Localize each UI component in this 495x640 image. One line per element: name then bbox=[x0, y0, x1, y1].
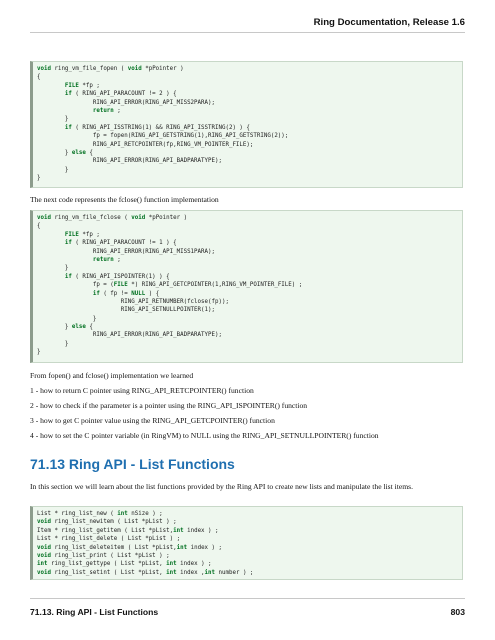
code-line: FILE *fp ; bbox=[64, 231, 100, 238]
code-line: List * ring_list_new ( int nSize ) ; bbox=[37, 511, 163, 517]
code-line: RING_API_ERROR(RING_API_MISS2PARA); bbox=[37, 99, 215, 106]
code-line: if ( RING_API_PARACOUNT != 2 ) { bbox=[64, 91, 177, 98]
code-block-fopen bbox=[30, 61, 463, 188]
code-line: return ; bbox=[92, 256, 121, 263]
code-line: } else { bbox=[37, 149, 93, 156]
code-block-list-functions bbox=[30, 506, 463, 580]
code-line: FILE *fp ; bbox=[64, 82, 100, 89]
list-item-3: 3 - how to get C pointer value using the RING_API_GETCPOINTER() function bbox=[30, 416, 275, 425]
running-header bbox=[0, 0, 495, 36]
code-line: Item * ring_list_getitem ( List *pList,int index ) ; bbox=[37, 527, 219, 534]
code-line: int ring_list_gettype ( List *pList, int index ) ; bbox=[37, 561, 212, 568]
list-item-4: 4 - how to set the C pointer variable (in RingVM) to NULL using the RING_API_SETNULLPOINTER() function bbox=[30, 431, 379, 440]
code-line: } bbox=[37, 340, 69, 347]
code-line: { bbox=[37, 74, 41, 81]
code-line: void ring_list_setint ( List *pList, int index ,int number ) ; bbox=[37, 569, 254, 576]
code-line: } bbox=[37, 116, 69, 123]
code-line: } bbox=[37, 315, 97, 322]
code-line: RING_API_ERROR(RING_API_MISS1PARA); bbox=[37, 248, 215, 255]
code-line: void ring_list_print ( List *pList ) ; bbox=[37, 552, 170, 559]
code-block-fclose bbox=[30, 210, 463, 363]
code-line: if ( RING_API_ISPOINTER(1) ) { bbox=[64, 273, 170, 280]
code-line: void ring_vm_file_fclose ( void *pPointer ) bbox=[37, 215, 188, 221]
code-line: RING_API_ERROR(RING_API_BADPARATYPE); bbox=[37, 332, 222, 339]
code-line: RING_API_SETNULLPOINTER(1); bbox=[37, 307, 215, 314]
code-line: if ( fp != NULL ) { bbox=[92, 290, 160, 297]
code-line: void ring_list_newitem ( List *pList ) ; bbox=[37, 519, 177, 526]
footer-section-label: 71.13. Ring API - List Functions bbox=[30, 607, 159, 617]
page-footer bbox=[30, 598, 465, 619]
code-line: if ( RING_API_PARACOUNT != 1 ) { bbox=[64, 240, 177, 247]
code-line: } else { bbox=[37, 324, 93, 331]
code-line: if ( RING_API_ISSTRING(1) && RING_API_ISSTRING(2) ) { bbox=[64, 124, 250, 131]
code-line: { bbox=[37, 223, 41, 230]
code-line: fp = fopen(RING_API_GETSTRING(1),RING_API_GETSTRING(2)); bbox=[37, 133, 289, 140]
code-line: return ; bbox=[92, 107, 121, 114]
page-number: 803 bbox=[450, 607, 465, 617]
code-line: RING_API_ERROR(RING_API_BADPARATYPE); bbox=[37, 158, 222, 165]
code-line: } bbox=[37, 349, 41, 356]
section-heading: 71.13 Ring API - List Functions bbox=[30, 456, 235, 472]
header-rule bbox=[30, 32, 465, 33]
code-line: fp = (FILE *) RING_API_GETCPOINTER(1,RING_VM_POINTER_FILE) ; bbox=[37, 282, 303, 289]
list-item-2: 2 - how to check if the parameter is a pointer using the RING_API_ISPOINTER() function bbox=[30, 401, 308, 410]
code-line: } bbox=[37, 166, 69, 173]
code-line: void ring_list_deleteitem ( List *pList,int index ) ; bbox=[37, 544, 223, 551]
document-title: Ring Documentation, Release 1.6 bbox=[313, 17, 465, 28]
paragraph-list-intro: In this section we will learn about the list functions provided by the Ring API to create new lists and manipulate the list items. bbox=[30, 482, 413, 491]
code-line: List * ring_list_delete ( List *pList ) ; bbox=[37, 536, 181, 543]
paragraph-fclose-intro: The next code represents the fclose() function implementation bbox=[30, 195, 219, 204]
code-line: } bbox=[37, 265, 69, 272]
code-line: RING_API_RETCPOINTER(fp,RING_VM_POINTER_FILE); bbox=[37, 141, 254, 148]
list-item-1: 1 - how to return C pointer using RING_API_RETCPOINTER() function bbox=[30, 386, 254, 395]
code-line: RING_API_RETNUMBER(fclose(fp)); bbox=[37, 298, 229, 305]
paragraph-learned: From fopen() and fclose() implementation we learned bbox=[30, 371, 194, 380]
code-line: void ring_vm_file_fopen ( void *pPointer ) bbox=[37, 66, 184, 72]
code-line: } bbox=[37, 175, 41, 182]
